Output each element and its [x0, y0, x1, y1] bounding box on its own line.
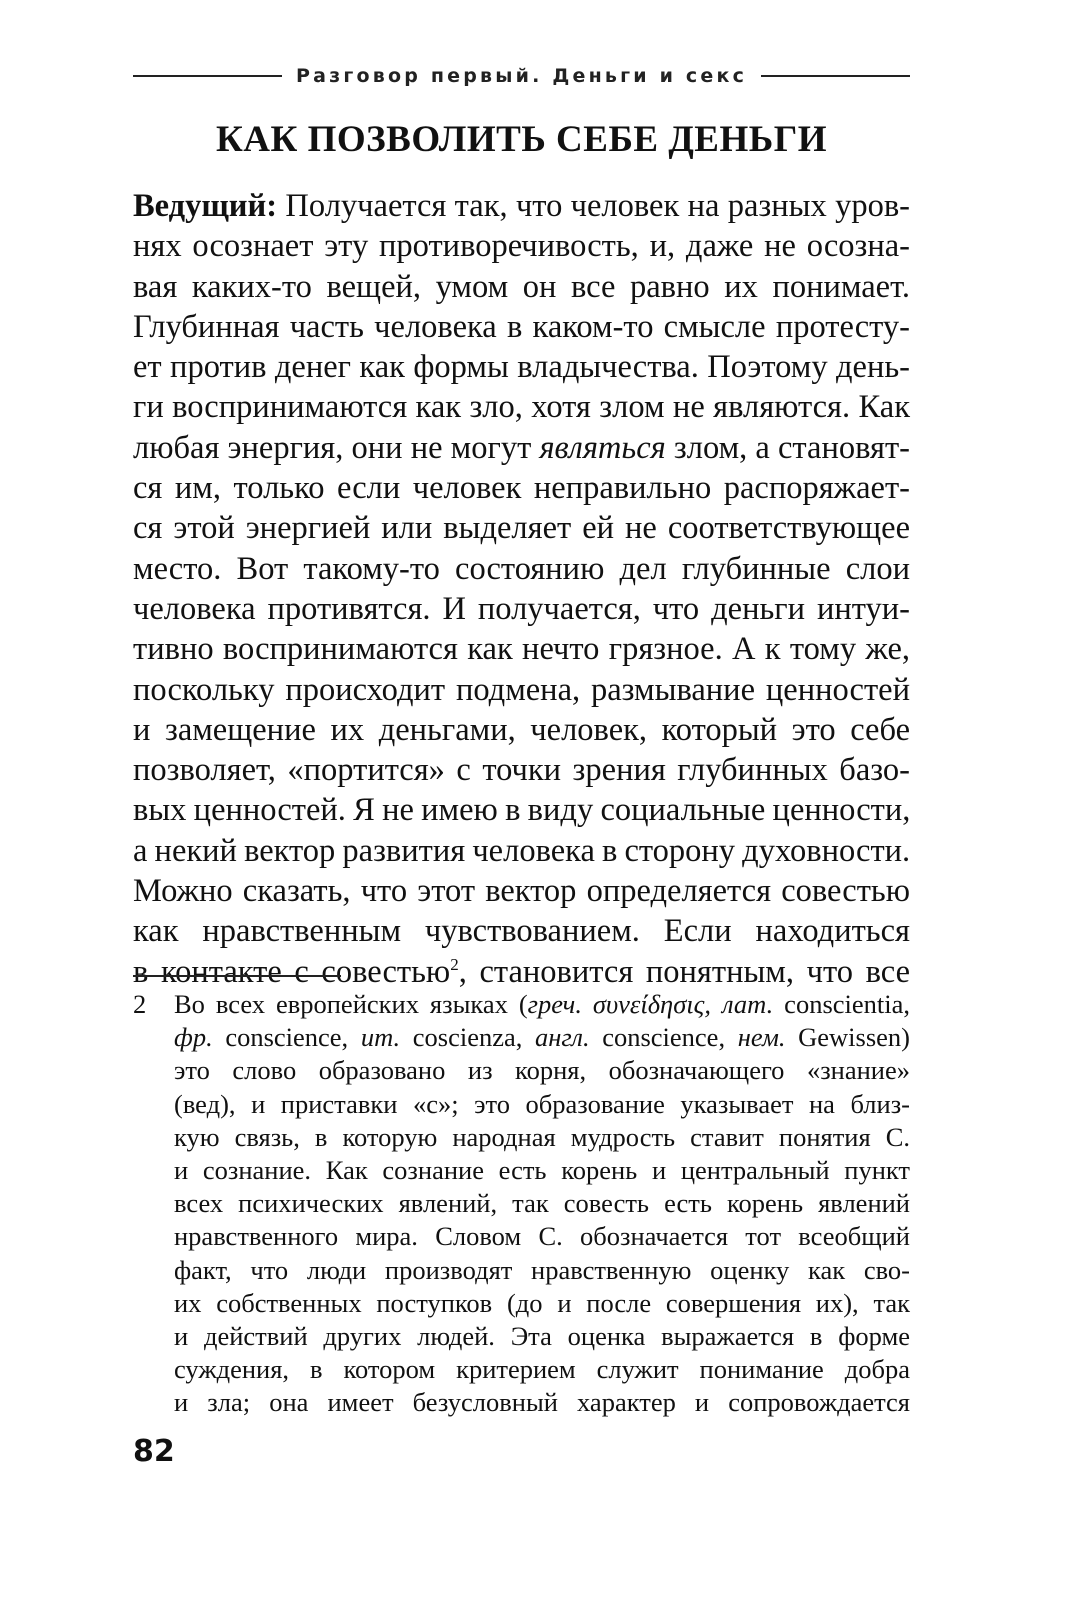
running-head-rule-right [761, 75, 910, 77]
body-line: любая энергия, они не могут являться злом, а становят- [133, 429, 910, 466]
body-line: в контакте с совестью$^2$, становится понятным, что все [133, 953, 910, 990]
body-line: ся этой энергией или выделяет ей не соответствующее [133, 510, 910, 547]
running-head-rule-left [133, 75, 282, 77]
speaker-label: Ведущий: [133, 188, 278, 224]
footnote-line: кую связь, в которую народная мудрость ставит понятия С. [174, 1121, 910, 1152]
footnote-body [174, 988, 910, 1420]
body-line: позволяет, «портится» с точки зрения глубинных базо- [133, 752, 910, 789]
footnote [133, 988, 910, 1420]
footnote-line: (вед), и приставки «с»; это образование указывает на близ- [174, 1088, 910, 1119]
body-line: место. Вот такому-то состоянию дел глубинные слои [133, 550, 910, 587]
body-line: ги воспринимаются как зло, хотя злом не являются. Как [133, 389, 910, 426]
body-line: Глубинная часть человека в каком-то смысле протесту- [133, 308, 910, 345]
body-line: нях осознает эту противоречивость, и, даже не осозна- [133, 228, 910, 265]
footnote-line: Во всех европейских языках (греч. συνείδησις, лат. conscientia, [174, 989, 910, 1019]
body-line: поскольку происходит подмена, размывание ценностей [133, 671, 910, 708]
footnote-line: их собственных поступков (до и после совершения их), так [174, 1287, 910, 1318]
body-line: Можно сказать, что этот вектор определяется совестью [133, 873, 910, 910]
running-head [133, 60, 910, 92]
body-line: человека противятся. И получается, что деньги интуи- [133, 590, 910, 627]
footnote-line: суждения, в котором критерием служит понимание добра [174, 1354, 910, 1385]
body-line: а некий вектор развития человека в сторону духовности. [133, 832, 911, 869]
body-line: ет против денег как формы владычества. Поэтому день- [133, 349, 910, 386]
footnote-line: нравственного мира. Словом С. обозначается тот всеобщий [174, 1221, 910, 1252]
italic-emphasis: являться [539, 429, 666, 466]
body-line: вая каких-то вещей, умом он все равно их понимает. [133, 268, 910, 305]
body-line: тивно воспринимаются как нечто грязное. А к тому же, [133, 631, 910, 668]
body-line: ся им, только если человек неправильно распоряжает- [133, 470, 910, 507]
footnote-line: и действий других людей. Эта оценка выражается в форме [174, 1321, 910, 1352]
footnote-line: и сознание. Как сознание есть корень и центральный пункт [174, 1155, 910, 1186]
footnote-number: 2 [133, 989, 147, 1019]
footnote-ref[interactable]: 2 [450, 954, 459, 974]
footnote-line: это слово образовано из корня, обозначающего «знание» [174, 1055, 910, 1086]
running-head-text: Разговор первый. Деньги и секс [295, 65, 748, 87]
page-number: 82 [133, 1434, 175, 1469]
body-text [133, 186, 910, 992]
footnote-line: факт, что люди производят нравственную оценку как сво- [174, 1254, 910, 1285]
footnote-line: всех психических явлений, так совесть есть корень явлений [174, 1188, 910, 1219]
body-line: как нравственным чувствованием. Если находиться [133, 913, 910, 950]
footnote-line: и зла; она имеет безусловный характер и сопровождается [174, 1387, 910, 1418]
footnote-separator [133, 975, 341, 977]
body-line: и замещение их деньгами, человек, который это себе [133, 711, 910, 748]
body-line: вых ценностей. Я не имею в виду социальные ценности, [133, 792, 911, 829]
body-line: Ведущий: Получается так, что человек на разных уров- [133, 188, 910, 224]
section-title: КАК ПОЗВОЛИТЬ СЕБЕ ДЕНЬГИ [215, 119, 828, 160]
footnote-line: фр. conscience, ит. coscienza, англ. conscience, нем. Gewissen) [174, 1022, 910, 1053]
